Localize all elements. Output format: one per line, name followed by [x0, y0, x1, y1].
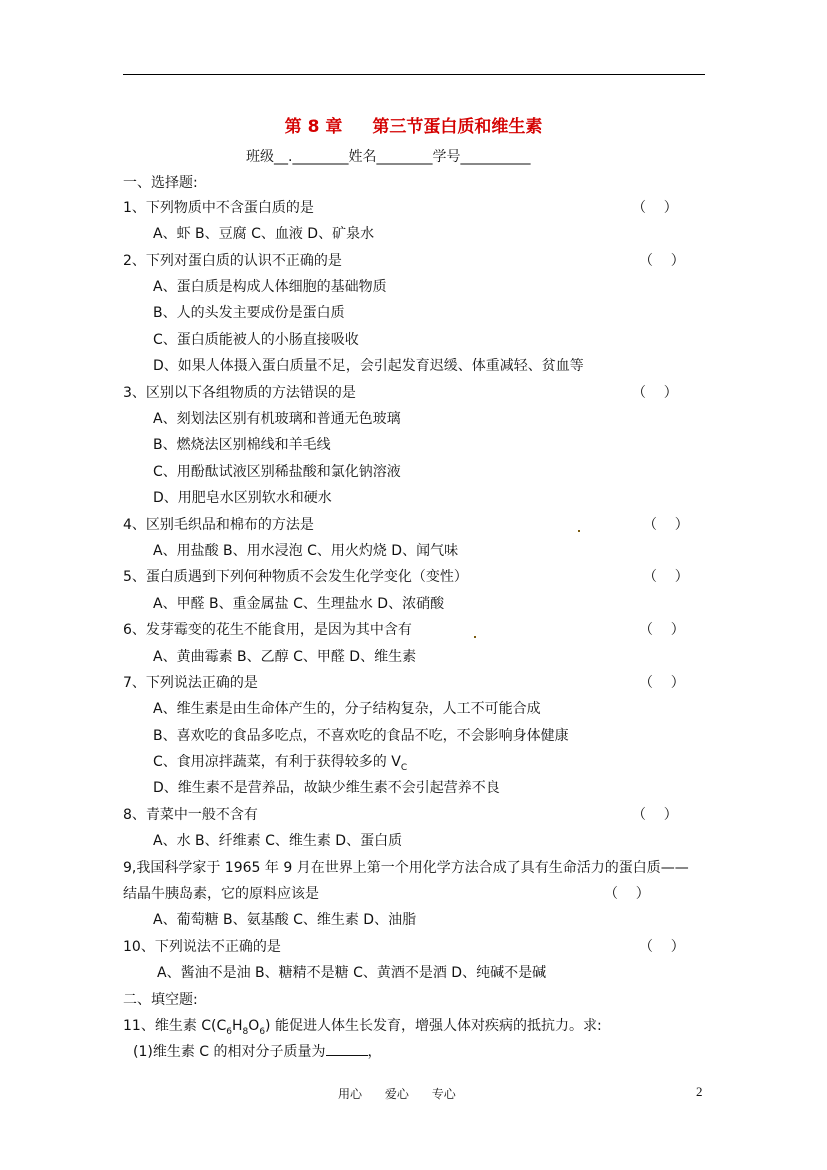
- question-3-option-a: A、刻划法区别有机玻璃和普通无色玻璃: [153, 411, 401, 427]
- question-9-answer-blank: （ ）: [604, 886, 650, 902]
- question-6-answer-blank: （ ）: [639, 622, 685, 638]
- q11-text-a: 11、维生素 C(C: [123, 1018, 227, 1034]
- question-3-option-b: B、燃烧法区别棉线和羊毛线: [153, 437, 331, 453]
- question-3-option-d: D、用肥皂水区别软水和硬水: [153, 490, 332, 506]
- q11-sub-2: 8: [242, 1026, 249, 1037]
- question-7-option-a: A、维生素是由生命体产生的，分子结构复杂，人工不可能合成: [153, 701, 541, 717]
- question-4-stem: 4、区别毛织品和棉布的方法是: [123, 517, 314, 533]
- question-8-stem: 8、青菜中一般不含有: [123, 807, 258, 823]
- question-8-answer-blank: （ ）: [632, 807, 678, 823]
- question-1-answer-blank: （ ）: [632, 200, 678, 216]
- vitamin-c-subscript: C: [400, 762, 408, 773]
- question-7-option-c: [153, 753, 407, 777]
- question-2-answer-blank: （ ）: [639, 253, 685, 269]
- question-2-option-b: B、人的头发主要成份是蛋白质: [153, 305, 345, 321]
- q11-text-c: O: [248, 1018, 260, 1034]
- question-5-stem: 5、蛋白质遇到下列何种物质不会发生化学变化（变性）: [123, 569, 468, 585]
- question-7-answer-blank: （ ）: [639, 675, 685, 691]
- title-chapter: 第 8 章: [284, 117, 343, 137]
- question-7-option-c-text: C、食用凉拌蔬菜，有利于获得较多的 V: [153, 754, 401, 770]
- question-1-stem: 1、下列物质中不含蛋白质的是: [123, 200, 314, 216]
- question-1-options: A、虾 B、豆腐 C、血液 D、矿泉水: [153, 226, 375, 242]
- question-6-options: A、黄曲霉素 B、乙醇 C、甲醛 D、维生素: [153, 649, 417, 665]
- question-2-option-d: D、如果人体摄入蛋白质量不足，会引起发育迟缓、体重减轻、贫血等: [153, 358, 584, 374]
- question-2-option-a: A、蛋白质是构成人体细胞的基础物质: [153, 279, 387, 295]
- question-7-option-d: D、维生素不是营养品，故缺少维生素不会引起营养不良: [153, 780, 500, 796]
- question-3-option-c: C、用酚酞试液区别稀盐酸和氯化钠溶液: [153, 464, 401, 480]
- question-11-stem: [123, 1017, 602, 1041]
- stray-dot: [578, 530, 580, 532]
- question-4-options: A、用盐酸 B、用水浸泡 C、用火灼烧 D、闻气味: [153, 543, 459, 559]
- question-9-stem-line2: 结晶牛胰岛素，它的原料应该是: [123, 886, 319, 902]
- page-title: [0, 112, 827, 137]
- q11-sub-1: 6: [226, 1026, 233, 1037]
- question-11-sub-1-text: (1)维生素 C 的相对分子质量为: [133, 1044, 326, 1060]
- question-9-stem-line1: 9,我国科学家于 1965 年 9 月在世界上第一个用化学方法合成了具有生命活力的蛋白质——: [123, 860, 689, 876]
- title-section: 第三节蛋白质和维生素: [372, 117, 543, 137]
- q11-sub-3: 6: [259, 1026, 266, 1037]
- question-8-options: A、水 B、纤维素 C、维生素 D、蛋白质: [153, 833, 403, 849]
- question-4-answer-blank: （ ）: [643, 517, 689, 533]
- page-footer: 用心 爱心 专心: [338, 1087, 456, 1101]
- question-3-stem: 3、区别以下各组物质的方法错误的是: [123, 385, 356, 401]
- question-11-sub-1-tail: ，: [367, 1044, 382, 1060]
- question-5-answer-blank: （ ）: [643, 569, 689, 585]
- question-2-stem: 2、下列对蛋白质的认识不正确的是: [123, 253, 342, 269]
- answer-underline: [326, 1043, 368, 1056]
- section-heading-fill: 二、填空题:: [123, 992, 198, 1008]
- q11-text-d: ) 能促进人体生长发育，增强人体对疾病的抵抗力。求:: [265, 1018, 602, 1034]
- stray-dot: [474, 636, 476, 638]
- question-7-option-b: B、喜欢吃的食品多吃点，不喜欢吃的食品不吃，不会影响身体健康: [153, 728, 569, 744]
- question-10-options: A、酱油不是油 B、糖精不是糖 C、黄酒不是酒 D、纯碱不是碱: [157, 965, 547, 981]
- question-10-answer-blank: （ ）: [639, 939, 685, 955]
- question-6-stem: 6、发芽霉变的花生不能食用，是因为其中含有: [123, 622, 412, 638]
- question-5-options: A、甲醛 B、重金属盐 C、生理盐水 D、浓硝酸: [153, 596, 445, 612]
- question-2-option-c: C、蛋白质能被人的小肠直接吸收: [153, 332, 359, 348]
- question-11-sub-1: [133, 1043, 382, 1061]
- section-heading-choice: 一、选择题:: [123, 175, 198, 191]
- question-7-stem: 7、下列说法正确的是: [123, 675, 258, 691]
- q11-text-b: H: [232, 1018, 243, 1034]
- question-10-stem: 10、下列说法不正确的是: [123, 939, 281, 955]
- student-info-line: 班级__.________姓名________学号__________: [246, 149, 531, 165]
- question-9-options: A、葡萄糖 B、氨基酸 C、维生素 D、油脂: [153, 912, 417, 928]
- header-rule: [123, 74, 705, 75]
- page-number: 2: [696, 1084, 703, 1099]
- question-3-answer-blank: （ ）: [632, 385, 678, 401]
